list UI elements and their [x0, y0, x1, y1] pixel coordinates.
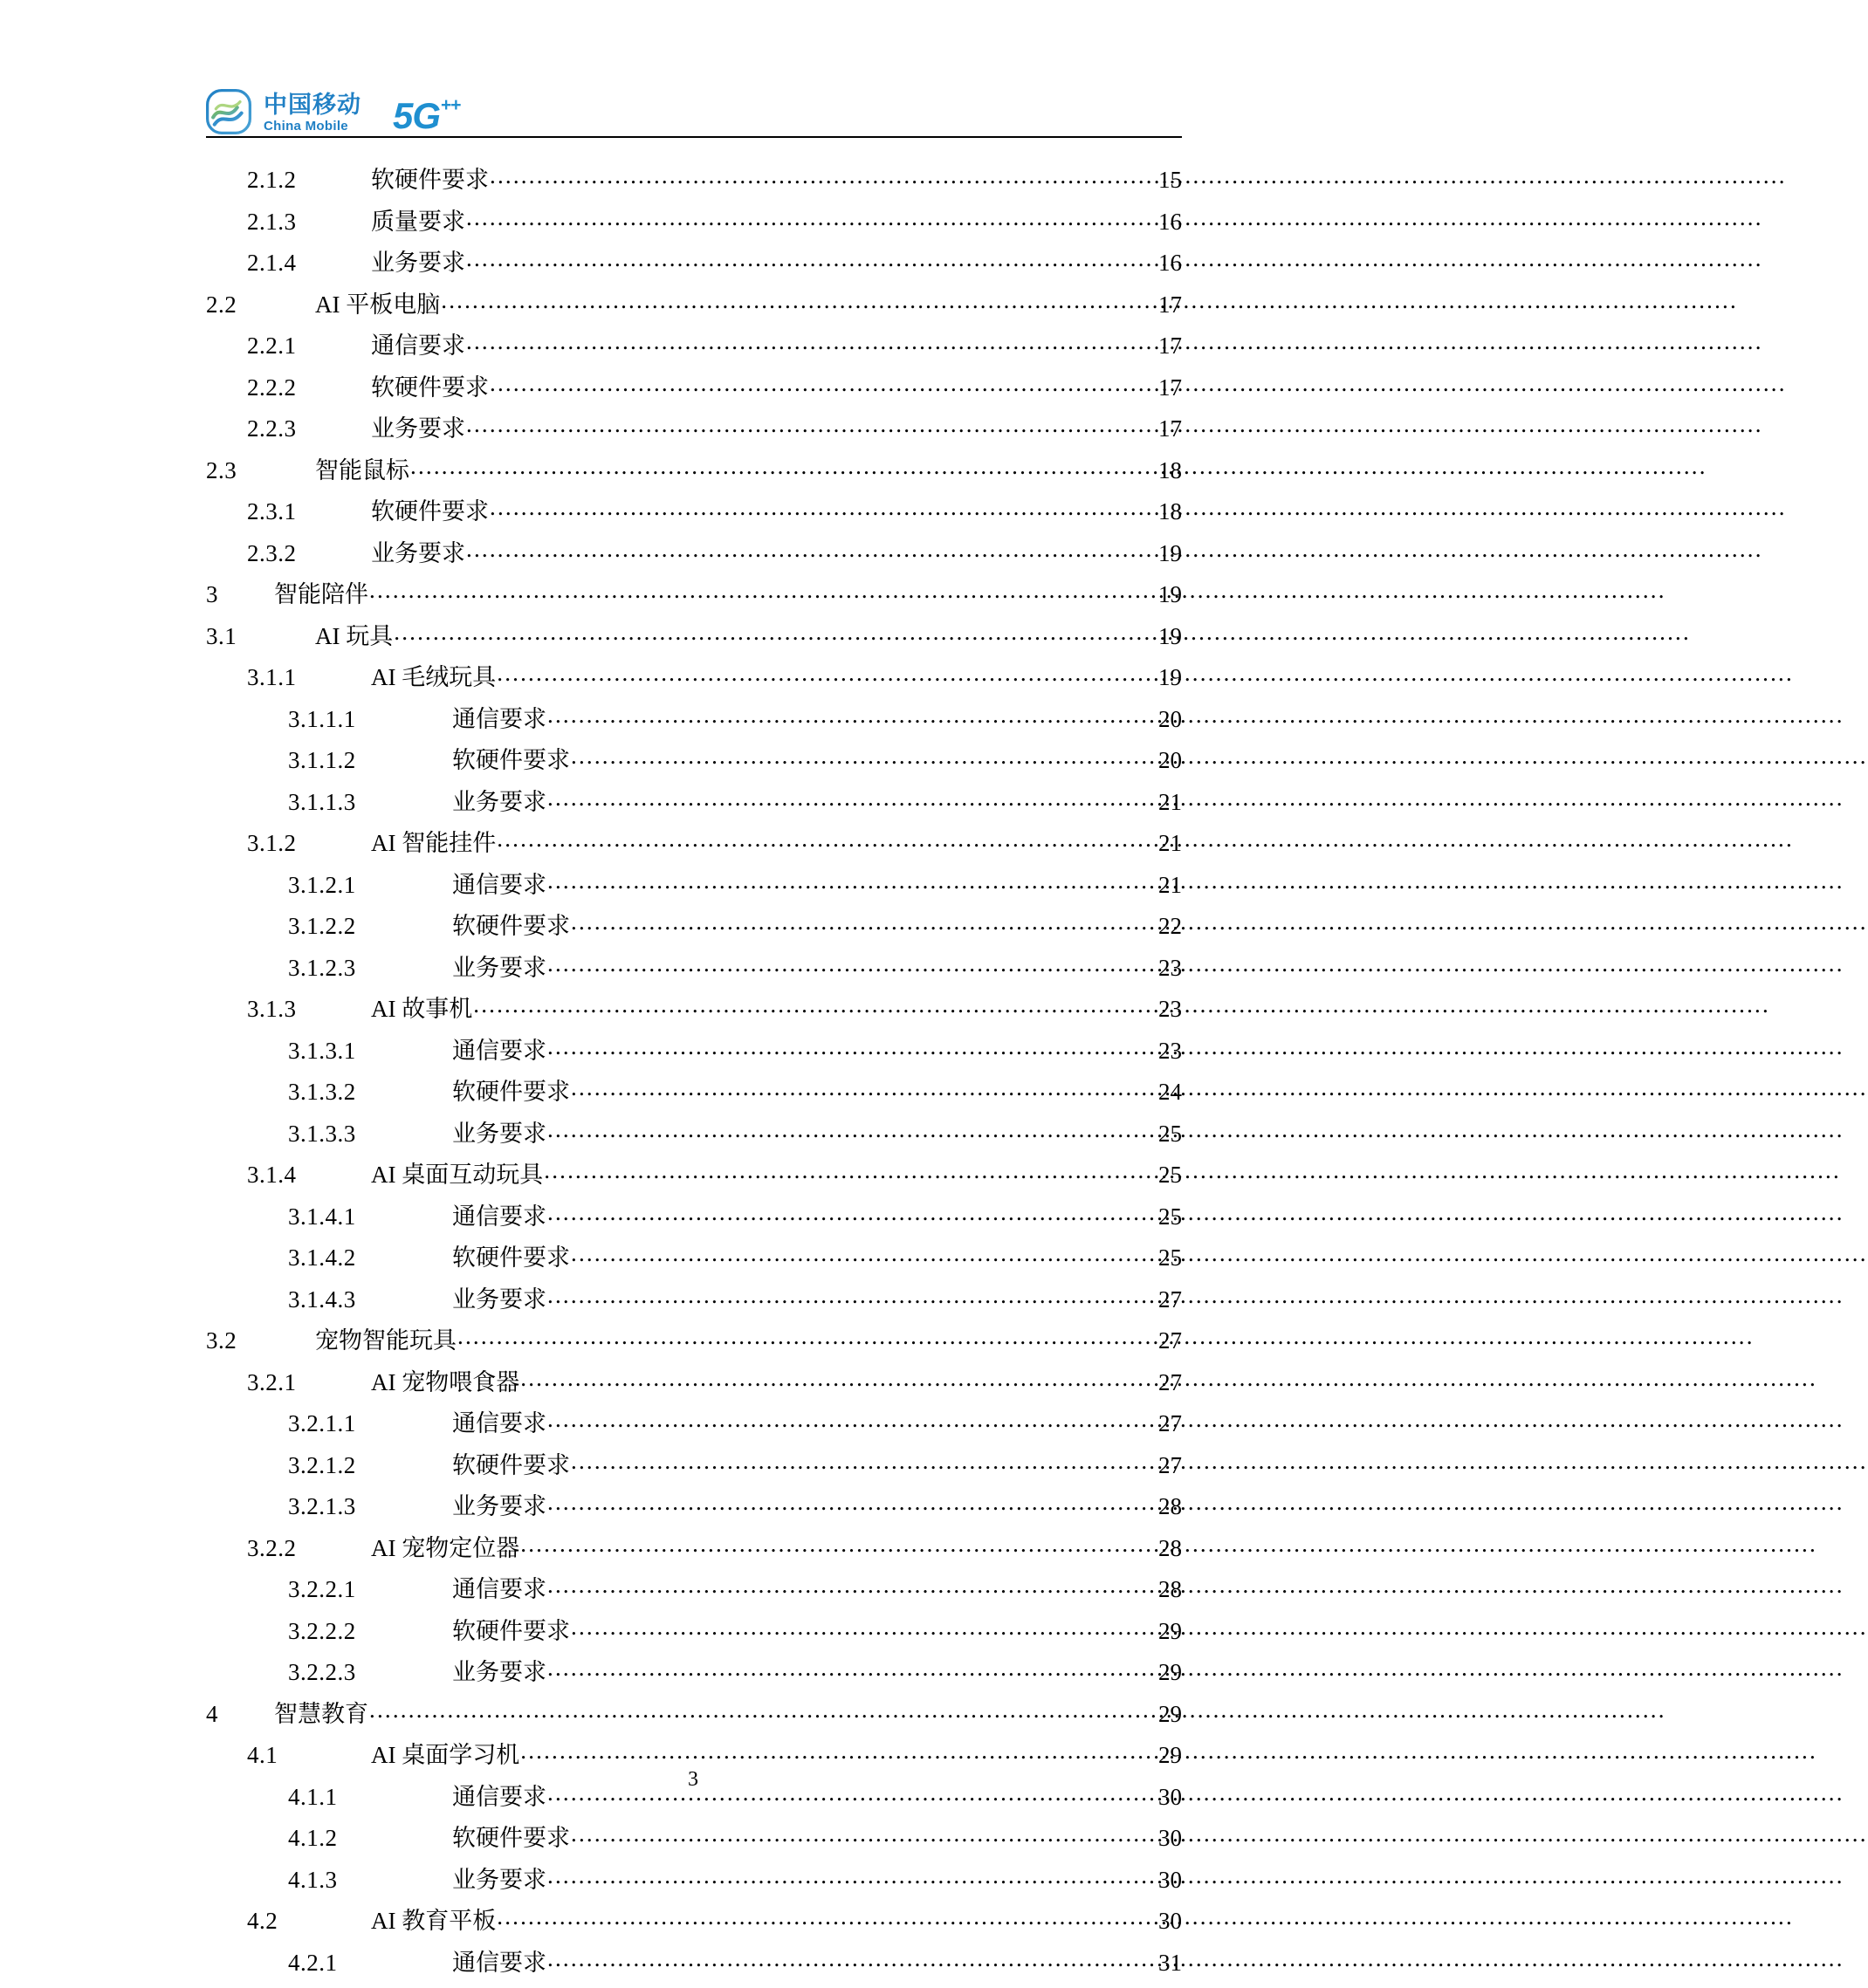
toc-entry[interactable]: [206, 1947, 1182, 1988]
toc-entry-page: 19: [1147, 542, 1182, 566]
toc-leader-dots: [520, 1739, 1146, 1763]
toc-entry-page: 25: [1147, 1246, 1182, 1270]
toc-entry-page: 18: [1147, 459, 1182, 483]
toc-entry-number: 3.1.2.1: [288, 874, 452, 897]
toc-entry-number: 3.2.2.3: [288, 1661, 452, 1684]
toc-entry-title: 通信要求: [452, 1039, 546, 1063]
toc-entry-number: 2.2.1: [247, 334, 371, 358]
toc-leader-dots: [473, 993, 1146, 1017]
toc-leader-dots: [544, 1159, 1146, 1183]
toc-entry[interactable]: [206, 496, 1182, 538]
toc-leader-dots: [547, 1491, 1146, 1514]
toc-entry-number: 3.2.2: [247, 1537, 371, 1560]
toc-leader-dots: [490, 372, 1146, 395]
toc-entry[interactable]: [206, 827, 1182, 869]
toc-leader-dots: [571, 1822, 1146, 1846]
toc-entry-page: 30: [1147, 1868, 1182, 1892]
toc-entry-number: 2.1.4: [247, 251, 371, 275]
toc-entry-page: 29: [1147, 1744, 1182, 1767]
header-divider: [206, 136, 1182, 138]
toc-entry-number: 3.2.1: [247, 1371, 371, 1395]
toc-leader-dots: [547, 1035, 1146, 1059]
toc-entry[interactable]: [206, 1035, 1182, 1077]
toc-entry[interactable]: [206, 1491, 1182, 1532]
toc-entry-title: AI 桌面学习机: [371, 1744, 519, 1767]
toc-entry-title: 智能鼠标: [315, 459, 409, 483]
china-mobile-wordmark: [264, 93, 361, 134]
toc-entry-title: 智能陪伴: [274, 583, 368, 607]
toc-entry-number: 2.2.2: [247, 376, 371, 400]
toc-entry-number: 3.1.1.1: [288, 708, 452, 731]
toc-entry-page: 16: [1147, 251, 1182, 275]
toc-entry-number: 4: [206, 1703, 274, 1726]
toc-entry-number: 3.1.3.1: [288, 1039, 452, 1063]
toc-entry-number: 3.1.4: [247, 1163, 371, 1187]
toc-entry-title: 软硬件要求: [452, 1827, 570, 1850]
toc-entry-number: 3.1.2.2: [288, 915, 452, 938]
toc-entry-page: 27: [1147, 1454, 1182, 1477]
toc-entry-number: 3.2.1.1: [288, 1412, 452, 1436]
toc-entry-page: 28: [1147, 1578, 1182, 1601]
toc-entry-number: 3.1.3.3: [288, 1122, 452, 1146]
toc-entry-page: 25: [1147, 1122, 1182, 1146]
toc-entry[interactable]: [206, 1076, 1182, 1118]
toc-entry-page: 21: [1147, 832, 1182, 855]
toc-entry-title: 通信要求: [452, 1578, 546, 1601]
toc-entry-page: 22: [1147, 915, 1182, 938]
toc-leader-dots: [497, 662, 1146, 685]
toc-entry-number: 3.1.3.2: [288, 1080, 452, 1104]
toc-entry[interactable]: [206, 993, 1182, 1035]
toc-entry[interactable]: [206, 372, 1182, 414]
toc-entry-title: 业务要求: [371, 542, 465, 566]
toc-leader-dots: [497, 1905, 1146, 1929]
toc-entry[interactable]: [206, 1367, 1182, 1409]
toc-entry[interactable]: [206, 662, 1182, 703]
toc-leader-dots: [547, 1573, 1146, 1597]
toc-entry-title: 业务要求: [452, 1288, 546, 1312]
toc-entry-title: 软硬件要求: [452, 1080, 570, 1104]
toc-entry[interactable]: [206, 538, 1182, 579]
toc-entry-number: 4.1.1: [288, 1786, 452, 1809]
toc-entry-page: 15: [1147, 168, 1182, 192]
toc-entry-page: 21: [1147, 874, 1182, 897]
brand-name-en: China Mobile: [264, 120, 361, 133]
toc-entry[interactable]: [206, 330, 1182, 372]
toc-entry-page: 29: [1147, 1703, 1182, 1726]
five-g-plus-suffix: ++: [441, 95, 461, 116]
toc-entry-number: 3.1.1.3: [288, 791, 452, 814]
toc-entry[interactable]: [206, 1284, 1182, 1326]
toc-entry-title: AI 教育平板: [371, 1909, 496, 1933]
table-of-contents: [206, 164, 1182, 1988]
toc-entry-title: 业务要求: [452, 1495, 546, 1518]
toc-entry-page: 16: [1147, 210, 1182, 234]
toc-entry-title: 软硬件要求: [371, 168, 489, 192]
toc-leader-dots: [547, 1864, 1146, 1888]
toc-entry-number: 3.2.2.2: [288, 1620, 452, 1643]
toc-leader-dots: [547, 1408, 1146, 1431]
toc-leader-dots: [520, 1532, 1146, 1556]
toc-leader-dots: [466, 330, 1146, 353]
toc-leader-dots: [571, 1242, 1146, 1265]
toc-entry-title: 宠物智能玩具: [315, 1329, 457, 1353]
toc-entry-number: 3.1.3: [247, 997, 371, 1021]
toc-entry[interactable]: [206, 1159, 1182, 1201]
toc-entry-number: 4.1: [247, 1744, 371, 1767]
toc-leader-dots: [394, 620, 1146, 644]
toc-entry-title: 通信要求: [452, 874, 546, 897]
toc-leader-dots: [547, 1947, 1146, 1971]
toc-entry[interactable]: [206, 869, 1182, 911]
toc-entry[interactable]: [206, 1450, 1182, 1491]
toc-entry-title: 通信要求: [452, 1205, 546, 1229]
toc-entry-number: 2.2.3: [247, 417, 371, 441]
toc-entry-title: 业务要求: [452, 956, 546, 980]
toc-entry-page: 20: [1147, 749, 1182, 772]
toc-entry-title: 通信要求: [452, 1412, 546, 1436]
toc-entry-title: 业务要求: [371, 251, 465, 275]
toc-entry-number: 3.1.2.3: [288, 956, 452, 980]
toc-entry[interactable]: [206, 1532, 1182, 1574]
toc-entry-page: 17: [1147, 417, 1182, 441]
toc-entry[interactable]: [206, 786, 1182, 828]
toc-entry[interactable]: [206, 703, 1182, 745]
toc-entry[interactable]: [206, 1905, 1182, 1947]
five-g-plus-badge: [393, 99, 461, 134]
toc-entry-number: 4.1.3: [288, 1868, 452, 1892]
toc-entry-page: 17: [1147, 376, 1182, 400]
toc-entry-title: 业务要求: [452, 1868, 546, 1892]
toc-leader-dots: [571, 744, 1146, 768]
toc-entry-page: 30: [1147, 1909, 1182, 1933]
toc-entry-number: 4.2: [247, 1909, 371, 1933]
toc-leader-dots: [466, 206, 1146, 230]
toc-entry-title: 软硬件要求: [452, 749, 570, 772]
toc-entry-title: 软硬件要求: [452, 1620, 570, 1643]
toc-entry-page: 17: [1147, 334, 1182, 358]
toc-leader-dots: [490, 496, 1146, 519]
toc-leader-dots: [571, 1615, 1146, 1639]
toc-entry-title: AI 玩具: [315, 625, 393, 648]
toc-entry-title: 业务要求: [452, 1122, 546, 1146]
toc-entry-page: 25: [1147, 1205, 1182, 1229]
toc-entry-title: 软硬件要求: [371, 500, 489, 524]
toc-entry[interactable]: [206, 1118, 1182, 1160]
toc-leader-dots: [547, 1656, 1146, 1680]
toc-leader-dots: [490, 164, 1146, 188]
toc-entry-page: 27: [1147, 1329, 1182, 1353]
toc-entry-number: 2.2: [206, 293, 315, 317]
toc-entry[interactable]: [206, 1325, 1182, 1367]
toc-entry[interactable]: [206, 1656, 1182, 1698]
toc-entry-number: 3.1.1.2: [288, 749, 452, 772]
footer-page-number: 3: [0, 1768, 1386, 1792]
toc-entry[interactable]: [206, 1698, 1182, 1740]
toc-entry-title: 软硬件要求: [452, 915, 570, 938]
toc-entry-title: AI 故事机: [371, 997, 472, 1021]
toc-entry-title: AI 宠物喂食器: [371, 1371, 519, 1395]
toc-entry-page: 19: [1147, 583, 1182, 607]
five-g-label: 5G: [393, 99, 440, 134]
toc-entry-number: 3.1.1: [247, 666, 371, 689]
toc-entry-number: 2.1.2: [247, 168, 371, 192]
toc-entry[interactable]: [206, 1822, 1182, 1864]
toc-entry-page: 19: [1147, 625, 1182, 648]
toc-entry-title: 通信要求: [452, 1786, 546, 1809]
toc-entry[interactable]: [206, 289, 1182, 331]
toc-entry[interactable]: [206, 744, 1182, 786]
toc-entry[interactable]: [206, 579, 1182, 620]
china-mobile-logo: [206, 84, 1182, 134]
toc-leader-dots: [466, 538, 1146, 561]
toc-entry-page: 20: [1147, 708, 1182, 731]
toc-entry-title: 通信要求: [452, 708, 546, 731]
toc-entry-page: 25: [1147, 1163, 1182, 1187]
toc-entry[interactable]: [206, 455, 1182, 497]
toc-entry-title: 智慧教育: [274, 1703, 368, 1726]
toc-entry-page: 21: [1147, 791, 1182, 814]
toc-leader-dots: [547, 952, 1146, 976]
page-header: [206, 84, 1182, 143]
toc-leader-dots: [547, 786, 1146, 810]
toc-entry-number: 3.1.4.3: [288, 1288, 452, 1312]
toc-entry[interactable]: [206, 1201, 1182, 1243]
toc-entry-title: 软硬件要求: [371, 376, 489, 400]
toc-entry-number: 3.2: [206, 1329, 315, 1353]
toc-entry-number: 4.1.2: [288, 1827, 452, 1850]
toc-entry[interactable]: [206, 910, 1182, 952]
toc-entry-number: 3.1: [206, 625, 315, 648]
toc-leader-dots: [547, 703, 1146, 727]
toc-entry-number: 3.2.1.3: [288, 1495, 452, 1518]
toc-entry-page: 17: [1147, 293, 1182, 317]
toc-entry-title: 通信要求: [452, 1951, 546, 1975]
toc-entry-page: 28: [1147, 1537, 1182, 1560]
toc-leader-dots: [547, 1118, 1146, 1141]
toc-entry-page: 23: [1147, 1039, 1182, 1063]
toc-entry-title: AI 智能挂件: [371, 832, 496, 855]
toc-leader-dots: [466, 413, 1146, 436]
toc-entry-page: 27: [1147, 1371, 1182, 1395]
toc-entry-page: 30: [1147, 1786, 1182, 1809]
toc-entry-title: AI 宠物定位器: [371, 1537, 519, 1560]
brand-name-cn: 中国移动: [264, 93, 361, 117]
toc-entry-title: 通信要求: [371, 334, 465, 358]
toc-leader-dots: [547, 1284, 1146, 1307]
toc-entry-page: 18: [1147, 500, 1182, 524]
toc-entry-number: 2.3.1: [247, 500, 371, 524]
toc-entry-title: 业务要求: [452, 791, 546, 814]
toc-entry[interactable]: [206, 620, 1182, 662]
toc-entry-page: 29: [1147, 1620, 1182, 1643]
toc-entry[interactable]: [206, 1864, 1182, 1906]
toc-entry[interactable]: [206, 206, 1182, 248]
toc-leader-dots: [466, 247, 1146, 271]
toc-entry-number: 3.1.4.2: [288, 1246, 452, 1270]
toc-entry-number: 3: [206, 583, 274, 607]
toc-leader-dots: [369, 1698, 1146, 1722]
toc-entry-page: 28: [1147, 1495, 1182, 1518]
toc-entry-number: 2.3.2: [247, 542, 371, 566]
toc-entry-page: 31: [1147, 1951, 1182, 1975]
toc-entry-page: 23: [1147, 997, 1182, 1021]
toc-entry-title: AI 平板电脑: [315, 293, 440, 317]
toc-entry-title: 质量要求: [371, 210, 465, 234]
toc-entry-number: 4.2.1: [288, 1951, 452, 1975]
toc-entry-title: 业务要求: [452, 1661, 546, 1684]
toc-entry[interactable]: [206, 247, 1182, 289]
toc-entry-page: 27: [1147, 1288, 1182, 1312]
toc-entry-title: 软硬件要求: [452, 1246, 570, 1270]
toc-entry[interactable]: [206, 1408, 1182, 1450]
toc-entry-number: 3.1.4.1: [288, 1205, 452, 1229]
toc-entry-page: 27: [1147, 1412, 1182, 1436]
toc-entry-number: 2.1.3: [247, 210, 371, 234]
toc-leader-dots: [457, 1325, 1146, 1348]
toc-leader-dots: [571, 1450, 1146, 1473]
toc-entry-page: 24: [1147, 1080, 1182, 1104]
toc-entry-page: 29: [1147, 1661, 1182, 1684]
toc-entry-title: AI 桌面互动玩具: [371, 1163, 543, 1187]
toc-entry-page: 23: [1147, 956, 1182, 980]
toc-leader-dots: [547, 869, 1146, 893]
toc-entry[interactable]: [206, 413, 1182, 455]
toc-entry-number: 3.1.2: [247, 832, 371, 855]
toc-entry[interactable]: [206, 952, 1182, 994]
toc-entry-page: 30: [1147, 1827, 1182, 1850]
toc-entry-number: 2.3: [206, 459, 315, 483]
toc-entry[interactable]: [206, 1573, 1182, 1615]
toc-entry-title: 业务要求: [371, 417, 465, 441]
toc-leader-dots: [369, 579, 1146, 602]
toc-entry-number: 3.2.1.2: [288, 1454, 452, 1477]
toc-leader-dots: [547, 1201, 1146, 1224]
toc-leader-dots: [441, 289, 1146, 312]
toc-leader-dots: [571, 910, 1146, 934]
toc-entry-title: 软硬件要求: [452, 1454, 570, 1477]
china-mobile-mark-icon: [206, 89, 251, 134]
toc-entry[interactable]: [206, 164, 1182, 206]
toc-leader-dots: [497, 827, 1146, 851]
toc-entry-page: 19: [1147, 666, 1182, 689]
toc-entry-number: 3.2.2.1: [288, 1578, 452, 1601]
toc-entry-title: AI 毛绒玩具: [371, 666, 496, 689]
toc-leader-dots: [571, 1076, 1146, 1100]
toc-leader-dots: [520, 1367, 1146, 1390]
toc-entry[interactable]: [206, 1242, 1182, 1284]
toc-leader-dots: [410, 455, 1146, 478]
toc-entry[interactable]: [206, 1615, 1182, 1657]
